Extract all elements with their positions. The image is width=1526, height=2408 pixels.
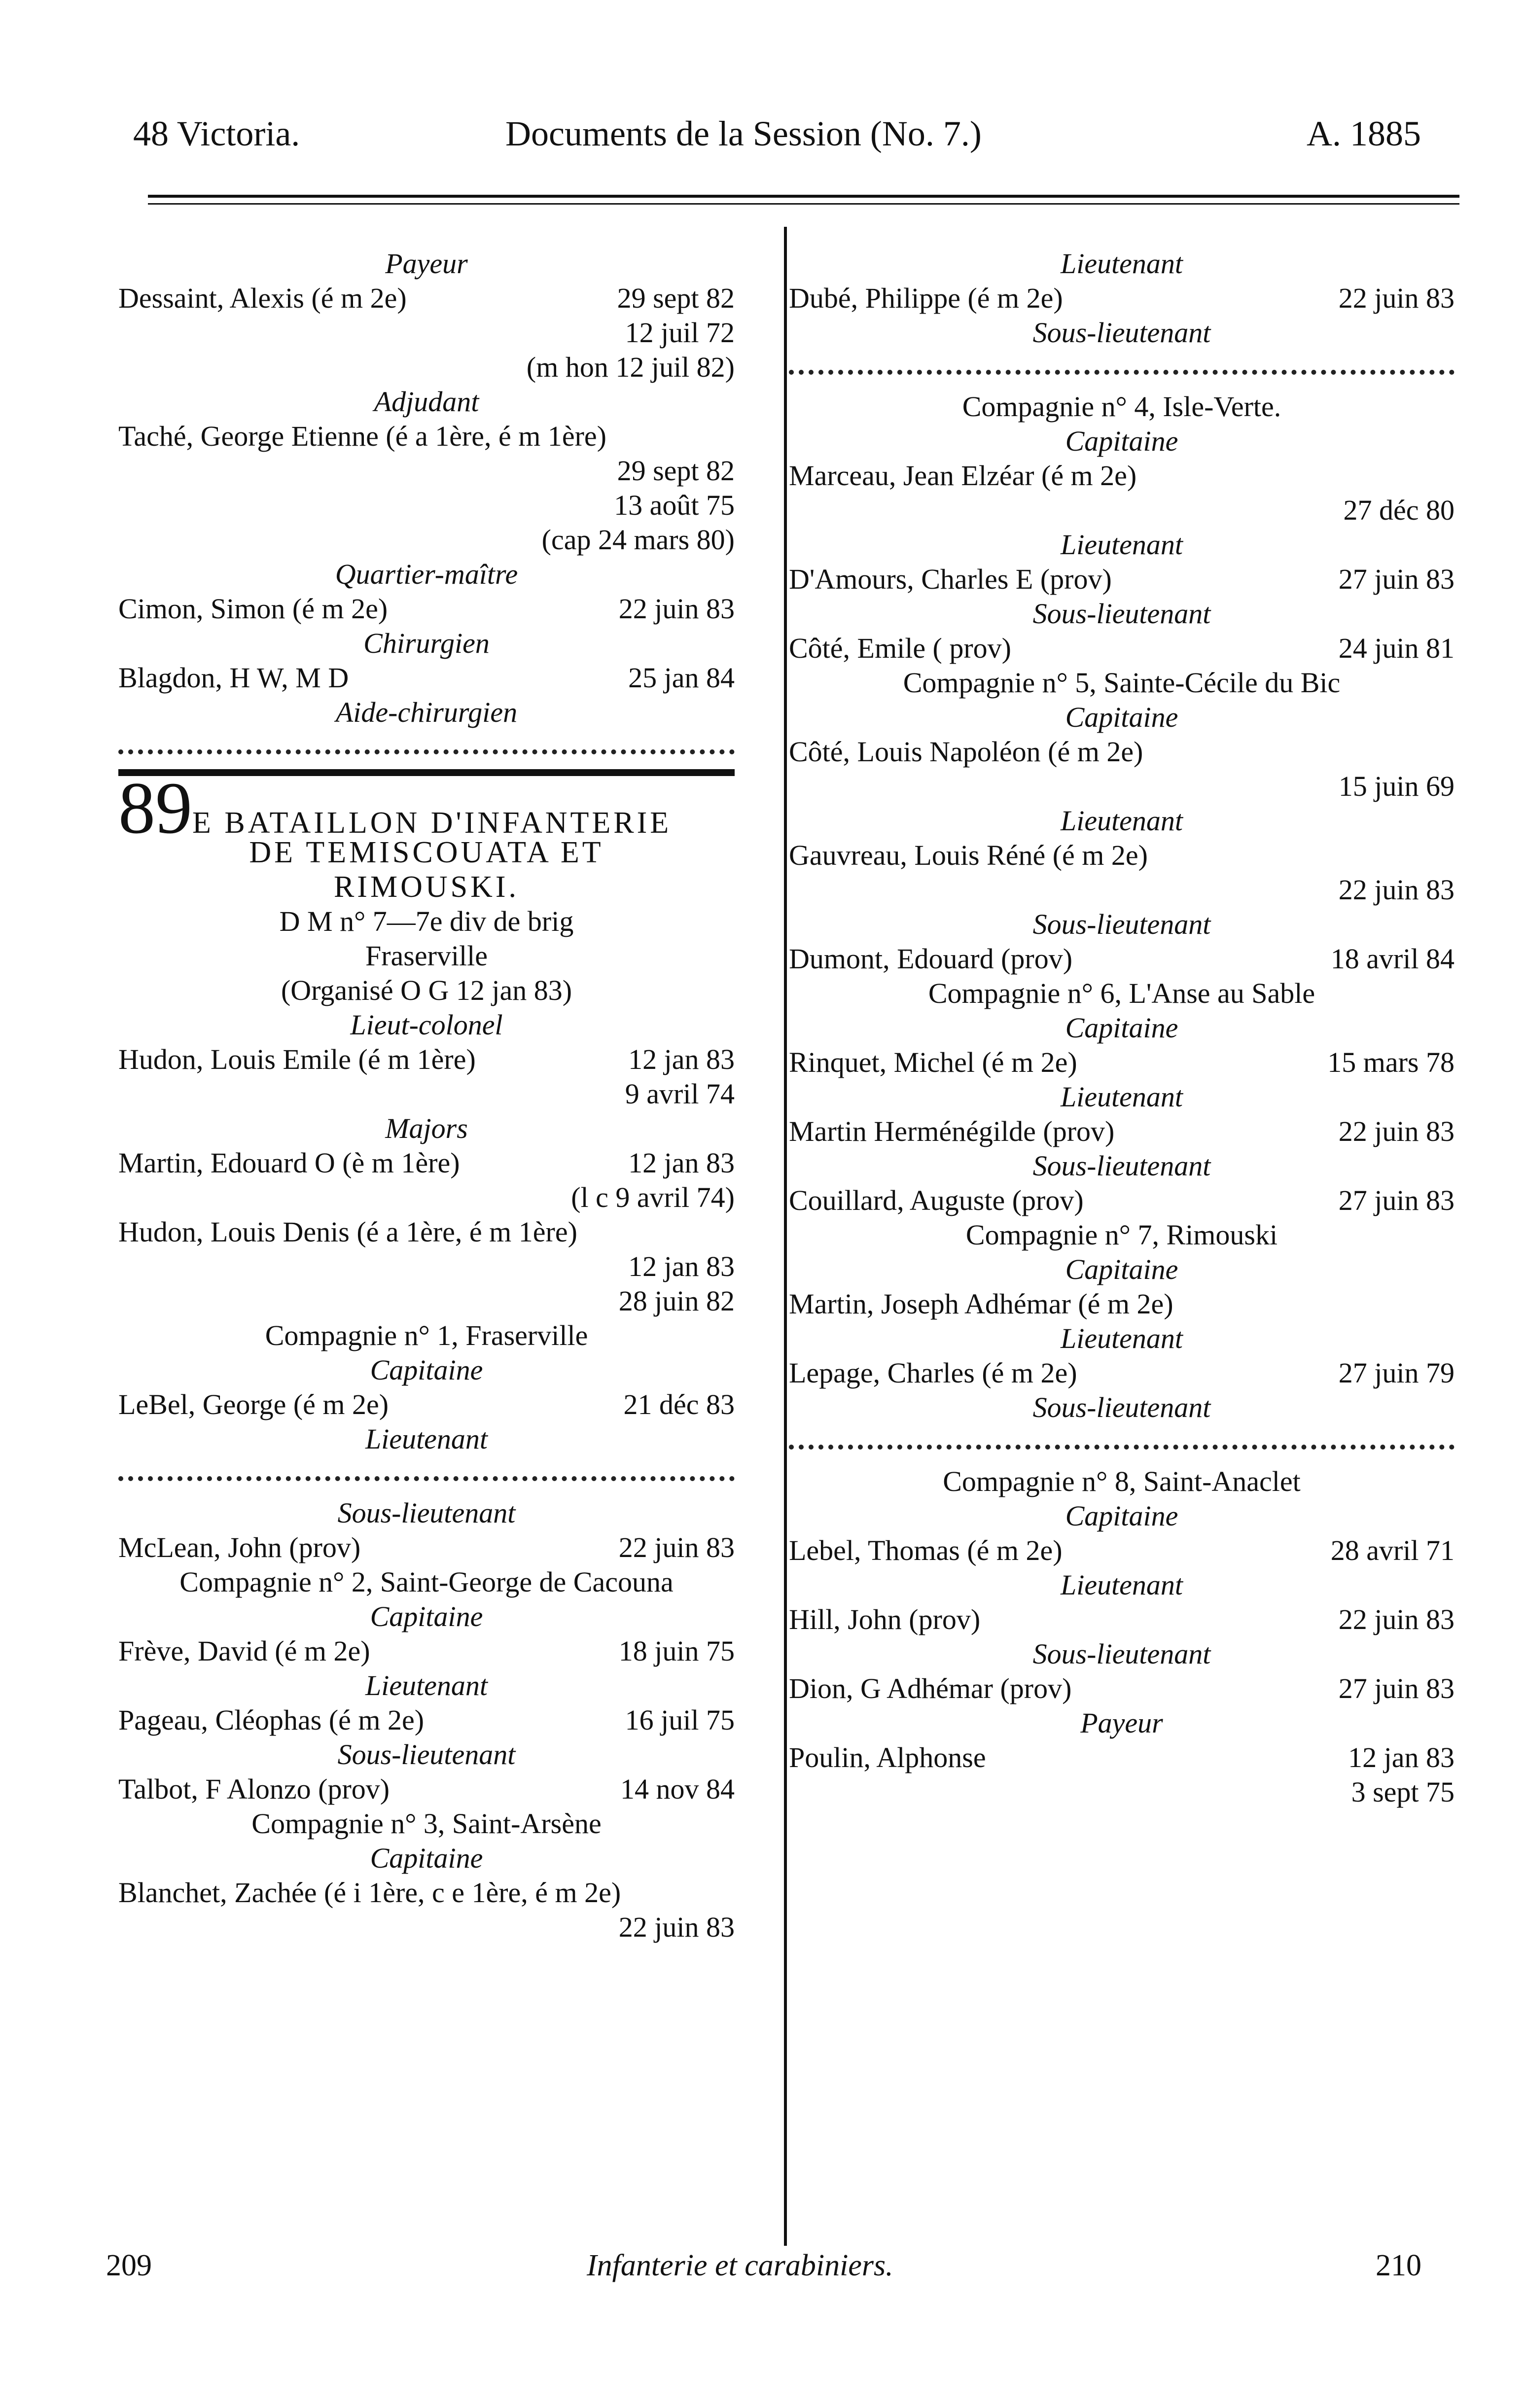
headquarters: Fraserville [365,940,488,972]
date-line: 9 avril 74 [625,1078,735,1110]
officer-name: Blanchet, Zachée (é i 1ère, c e 1ère, é m 2e) [118,1877,621,1909]
page-footer [0,2248,1526,2288]
rank-heading: Sous-lieutenant [1032,598,1211,630]
officer-entry: Rinquet, Michel (é m 2e) 15 mars 78 [789,1046,1455,1078]
officer-name: Martin, Joseph Adhémar (é m 2e) [789,1288,1173,1320]
right-column [784,247,1455,1809]
section-rule [118,769,735,776]
date-line: 13 août 75 [614,489,735,521]
page-header [0,113,1526,163]
date-line: 28 juin 82 [618,1285,735,1317]
officer-entry: D'Amours, Charles E (prov) 27 juin 83 [789,563,1455,595]
rank-heading: Lieutenant [1060,1081,1183,1113]
officer-entry: Poulin, Alphonse 12 jan 83 [789,1741,1455,1773]
officer-entry: Hill, John (prov) 22 juin 83 [789,1603,1455,1635]
officer-entry: Côté, Emile ( prov) 24 juin 81 [789,632,1455,664]
dotted-separator [118,730,735,754]
rank-heading: Chirurgien [363,627,490,659]
date-line: 29 sept 82 [617,455,735,487]
rank-heading: Lieutenant [1060,529,1183,561]
rank-heading: Aide-chirurgien [335,696,518,728]
header-right: A. 1885 [1307,114,1421,153]
rank-heading: Capitaine [1065,1253,1178,1285]
rank-heading: Majors [385,1112,468,1144]
rank-heading: Capitaine [1065,1500,1178,1532]
date-line: 22 juin 83 [618,1911,735,1943]
header-rule-bottom [148,203,1459,205]
rank-heading: Capitaine [1065,1012,1178,1044]
officer-entry: Martin Herménégilde (prov) 22 juin 83 [789,1115,1455,1147]
dotted-separator [789,1425,1455,1450]
rank-heading: Lieutenant [1060,1322,1183,1354]
rank-heading: Capitaine [370,1600,483,1632]
rank-heading: Capitaine [1065,701,1178,733]
officer-entry: Blagdon, H W, M D 25 jan 84 [118,662,735,694]
header-left: 48 Victoria. [133,114,300,153]
date-line: 12 juil 72 [625,317,735,349]
officer-entry: Lebel, Thomas (é m 2e) 28 avril 71 [789,1534,1455,1566]
company-heading: Compagnie n° 5, Sainte-Cécile du Bic [903,667,1341,699]
rank-heading: Payeur [1080,1707,1163,1739]
header-rule-top [148,195,1459,198]
rank-heading: Quartier-maître [335,558,518,590]
date-line: (l c 9 avril 74) [571,1181,735,1213]
left-column [118,247,735,1945]
officer-entry: LeBel, George (é m 2e) 21 déc 83 [118,1388,735,1420]
rank-heading: Sous-lieutenant [1032,317,1211,349]
dotted-separator [789,350,1455,375]
company-heading: Compagnie n° 3, Saint-Arsène [251,1807,602,1840]
battalion-title: 89E BATAILLON D'INFANTERIE [118,767,672,849]
rank-heading: Sous-lieutenant [1032,1638,1211,1670]
rank-heading: Lieutenant [365,1669,488,1701]
officer-entry: Lepage, Charles (é m 2e) 27 juin 79 [789,1357,1455,1389]
date-line: 27 déc 80 [1343,494,1455,526]
officer-name: Marceau, Jean Elzéar (é m 2e) [789,460,1137,492]
officer-entry: Talbot, F Alonzo (prov) 14 nov 84 [118,1773,735,1805]
date-line: 22 juin 83 [1338,874,1455,906]
date-line: 3 sept 75 [1351,1776,1455,1808]
officer-name: Taché, George Etienne (é a 1ère, é m 1ère) [118,420,606,452]
officer-name: Gauvreau, Louis Réné (é m 2e) [789,839,1148,871]
company-heading: Compagnie n° 8, Saint-Anaclet [943,1465,1301,1497]
officer-entry: Martin, Edouard O (è m 1ère) 12 jan 83 [118,1147,735,1179]
rank-heading: Sous-lieutenant [1032,1150,1211,1182]
rank-heading: Lieutenant [1060,1569,1183,1601]
officer-entry: Dumont, Edouard (prov) 18 avril 84 [789,943,1455,975]
rank-heading: Adjudant [374,386,479,418]
rank-heading: Payeur [385,248,468,280]
rank-heading: Lieutenant [1060,248,1183,280]
date-line: 12 jan 83 [628,1250,735,1282]
officer-entry: Dubé, Philippe (é m 2e) 22 juin 83 [789,282,1455,314]
officer-name: Hudon, Louis Denis (é a 1ère, é m 1ère) [118,1216,577,1248]
company-heading: Compagnie n° 6, L'Anse au Sable [928,977,1315,1009]
district-line: D M n° 7—7e div de brig [279,905,574,937]
organised-line: (Organisé O G 12 jan 83) [281,974,572,1006]
rank-heading: Sous-lieutenant [337,1497,516,1529]
company-heading: Compagnie n° 7, Rimouski [965,1219,1278,1251]
company-heading: Compagnie n° 2, Saint-George de Cacouna [179,1566,674,1598]
date-line: (cap 24 mars 80) [541,524,735,556]
rank-heading: Sous-lieutenant [1032,908,1211,940]
rank-heading: Capitaine [1065,425,1178,457]
officer-entry: Pageau, Cléophas (é m 2e) 16 juil 75 [118,1704,735,1736]
rank-heading: Lieutenant [365,1423,488,1455]
officer-entry: Frève, David (é m 2e) 18 juin 75 [118,1635,735,1667]
battalion-title-line3: RIMOUSKI. [333,870,520,904]
page-number-left: 209 [106,2249,152,2282]
rank-heading: Capitaine [370,1842,483,1874]
officer-entry: Cimon, Simon (é m 2e) 22 juin 83 [118,593,735,625]
rank-heading: Sous-lieutenant [1032,1391,1211,1423]
officer-entry: Dion, G Adhémar (prov) 27 juin 83 [789,1672,1455,1704]
page-number-right: 210 [1376,2249,1421,2282]
officer-entry: McLean, John (prov) 22 juin 83 [118,1531,735,1563]
rank-heading: Lieutenant [1060,805,1183,837]
date-line: (m hon 12 juil 82) [526,351,735,383]
company-heading: Compagnie n° 1, Fraserville [265,1319,588,1351]
footer-caption: Infanterie et carabiniers. [587,2249,893,2282]
officer-entry: Dessaint, Alexis (é m 2e) 29 sept 82 [118,282,735,314]
battalion-title-line2: DE TEMISCOUATA ET [249,836,604,869]
rank-heading: Lieut-colonel [350,1009,503,1041]
header-center: Documents de la Session (No. 7.) [505,114,982,153]
officer-entry: Hudon, Louis Emile (é m 1ère) 12 jan 83 [118,1043,735,1075]
rank-heading: Capitaine [370,1354,483,1386]
dotted-separator [118,1456,735,1481]
company-heading: Compagnie n° 4, Isle-Verte. [962,390,1281,423]
officer-name: Côté, Louis Napoléon (é m 2e) [789,736,1143,768]
rank-heading: Sous-lieutenant [337,1738,516,1771]
date-line: 15 juin 69 [1338,770,1455,802]
officer-entry: Couillard, Auguste (prov) 27 juin 83 [789,1184,1455,1216]
